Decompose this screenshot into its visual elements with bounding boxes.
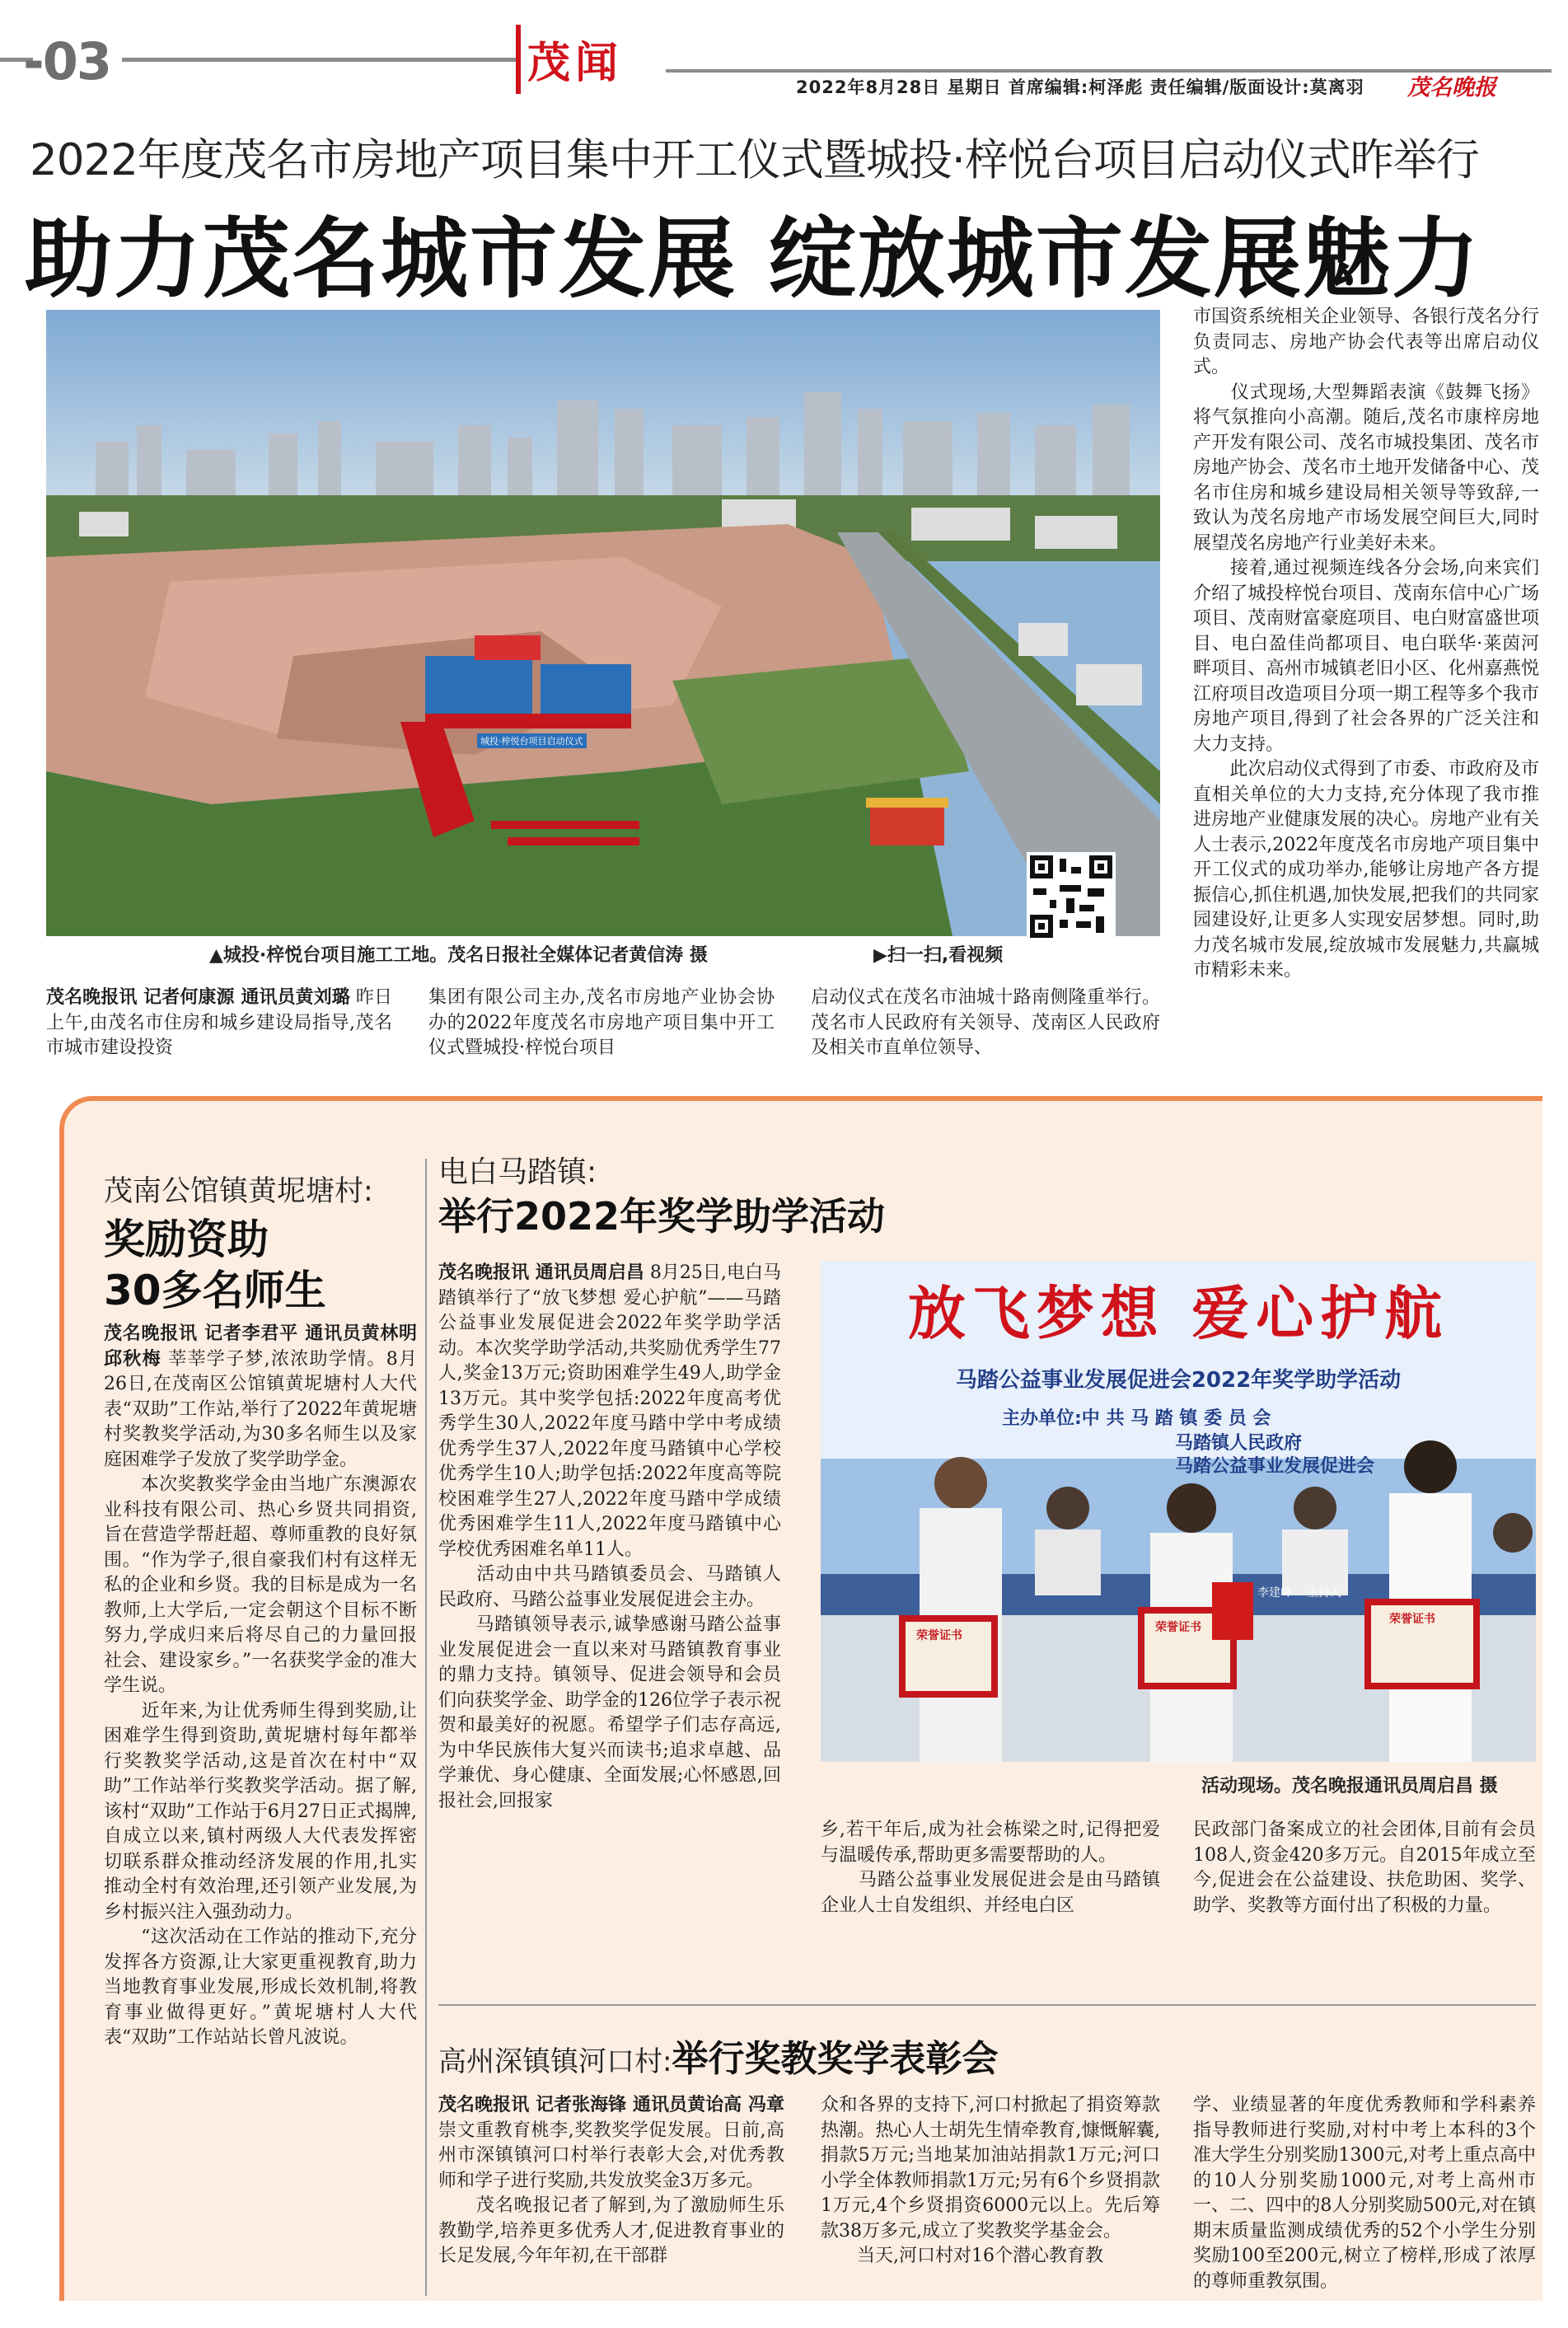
- mid-photo: [821, 1261, 1536, 1762]
- bottom-kicker: 高州深镇镇河口村:: [438, 2045, 672, 2078]
- left-headline-1: 奖励资助: [104, 1216, 269, 1263]
- mid-body: [438, 1261, 781, 1814]
- header-meta: 2022年8月28日 星期日 首席编辑:柯泽彪 责任编辑/版面设计:莫离羽: [796, 77, 1364, 97]
- column-divider: [425, 1159, 427, 2296]
- left-headline-2: 30多名师生: [104, 1267, 326, 1314]
- left-body-text: 莘莘学子梦,浓浓助学情。8月26日,在茂南区公馆镇黄坭塘村人大代表“双助”工作站,举行了2022年黄坭塘村奖教奖学活动,为30多名师生以及家庭困难学子发放了奖学助学金。 本次奖教奖学金由当地广东澳源农业科技有限公司、热心乡贤共同捐资,旨在营造学帮赶超、尊师重教的良好氛围。“作为学子,很自豪我们村有这样无私的企业和乡贤。我的目标是成为一名教师,上大学后,一定会朝这个目标不断努力,学成归来后将尽自己的力量回报社会、建设家乡。”一名获奖学金的准大学生说。 近年来,为让优秀师生得到奖励,让困难学生得到资助,黄坭塘村每年都举行奖教奖学活动,这是首次在村中“双助”工作站举行奖教奖学活动。据了解,该村“双助”工作站于6月27日正式揭牌,自成立以来,镇村两级人大代表发挥密切联系群众推动经济发展的作用,扎实推动全村有效治理,还引领产业发展,为乡村振兴注入强劲动力。 “这次活动在工作站的推动下,充分发挥各方资源,让大家更重视教育,助力当地教育事业发展,形成长效机制,将教育事业做得更好。”黄坭塘村人大代表“双助”工作站站长曾凡波说。: [104, 1348, 417, 2048]
- bottom-title: [438, 2029, 998, 2082]
- mid-photo-org-2: 马踏镇人民政府: [1175, 1433, 1303, 1454]
- mid-headline: 举行2022年奖学助学活动: [438, 1194, 886, 1239]
- lead-photo-caption: ▲城投·梓悦台项目施工工地。茂名日报社全媒体记者黄信涛 摄: [209, 945, 708, 966]
- header-rule-mid: [122, 58, 516, 62]
- left-byline: 茂名晚报讯 记者李君平 通讯员黄林明 邱秋梅: [104, 1323, 424, 1370]
- bottom-col-1-text: 崇文重教育桃李,奖教奖学促发展。日前,高州市深镇镇河口村举行表彰大会,对优秀教师和学子进行奖励,共发放奖金3万多元。 茂名晚报记者了解到,为了激励师生乐教勤学,培养更多优秀人才,促进教育事业的长足发展,今年年初,在干部群: [438, 2120, 784, 2266]
- nameplate-1: 主持人: [1307, 1586, 1341, 1600]
- mid-body-col-2: 乡,若干年后,成为社会栋梁之时,记得把爱与温暖传承,帮助更多需要帮助的人。 马踏公益事业发展促进会是由马踏镇企业人士自发组织、并经电白区: [821, 1820, 1160, 1916]
- qr-caption[interactable]: ▶扫一扫,看视频: [873, 945, 1004, 966]
- section-title: [516, 25, 625, 94]
- mid-photo-subbanner: 马踏公益事业发展促进会2022年奖学助学活动: [955, 1368, 1402, 1393]
- nameplate-2: 李建峰: [1257, 1586, 1292, 1600]
- certificate-label-2: 荣誉证书: [1155, 1621, 1201, 1634]
- bottom-col-2: 众和各界的支持下,河口村掀起了捐资筹款热潮。热心人士胡先生情牵教育,慷慨解囊,捐款5万元;当地某加油站捐款1万元;河口小学全体教师捐款1万元;另有6个乡贤捐款1万元,4个乡贤捐资6000元以上。先后筹款38万多元,成立了奖教奖学基金会。 当天,河口村对16个潜心教育教: [821, 2095, 1160, 2266]
- section-label: 茂闻: [527, 39, 624, 88]
- left-kicker: 茂南公馆镇黄坭塘村:: [104, 1175, 373, 1208]
- mid-body-col-3: 民政部门备案成立的社会团体,目前有会员108人,资金420多万元。自2015年成立至今,促进会在公益建设、扶危助困、奖学、助学、奖教等方面付出了积极的力量。: [1193, 1820, 1536, 1916]
- mid-byline: 茂名晚报讯 通讯员周启昌: [438, 1262, 644, 1283]
- bottom-col-3: 学、业绩显著的年度优秀教师和学科素养指导教师进行奖励,对村中考上本科的3个准大学生分别奖励1300元,对考上重点高中的10人分别奖励1000元,对考上高州市一、二、四中的8人分别奖励500元,对在镇期末质量监测成绩优秀的52个小学生分别奖励100至200元,树立了榜样,形成了浓厚的尊师重教氛围。: [1193, 2095, 1536, 2292]
- mid-photo-banner: 放飞梦想 爱心护航: [907, 1280, 1449, 1347]
- mid-body-text: 8月25日,电白马踏镇举行了“放飞梦想 爱心护航”——马踏公益事业发展促进会2022年奖学助学活动。本次奖学助学活动,共奖励优秀学生77人,奖金13万元;资助困难学生49人,助学金13万元。其中奖学包括:2022年度高考优秀学生30人,2022年度马踏中学中考成绩优秀学生37人,2022年度马踏镇中心学校优秀学生10人;助学包括:2022年度高等院校困难学生27人,2022年度马踏中学成绩优秀困难学生11人,2022年度马踏镇中心学校优秀困难名单11人。 活动由中共马踏镇委员会、马踏镇人民政府、马踏公益事业发展促进会主办。 马踏镇领导表示,诚挚感谢马踏公益事业发展促进会一直以来对马踏镇教育事业的鼎力支持。镇领导、促进会领导和会员们向获奖学金、助学金的126位学子表示祝贺和最美好的祝愿。希望学子们志存高远,为中华民族伟大复兴而读书;追求卓越、品学兼优、身心健康、全面发展;心怀感恩,回报社会,回报家: [438, 1262, 781, 1811]
- bottom-byline: 茂名晚报讯 记者张海锋 通讯员黄诒高 冯章: [438, 2095, 784, 2115]
- bottom-col-1: [438, 2093, 784, 2269]
- construction-site-illustration: [46, 310, 1160, 936]
- site-banner: 城投·梓悦台项目启动仪式: [477, 733, 587, 748]
- certificate-label-1: 荣誉证书: [916, 1629, 962, 1642]
- bottom-divider: [438, 2004, 1536, 2006]
- mid-photo-caption: 活动现场。茂名晚报通讯员周启昌 摄: [1201, 1776, 1498, 1796]
- lead-kicker: 2022年度茂名市房地产项目集中开工仪式暨城投·梓悦台项目启动仪式昨举行: [30, 135, 1479, 185]
- left-body: [104, 1322, 424, 2051]
- lead-byline: 茂名晚报讯 记者何康源 通讯员黄刘璐: [46, 987, 350, 1008]
- lead-col-3: 启动仪式在茂名市油城十路南侧隆重举行。茂名市人民政府有关领导、茂南区人民政府及相关市直单位领导、: [811, 987, 1160, 1058]
- mid-photo-org-1: 主办单位:中 共 马 踏 镇 委 员 会: [1002, 1408, 1271, 1429]
- lead-col-2: 集团有限公司主办,茂名市房地产业协会协办的2022年度茂名市房地产项目集中开工仪式暨城投·梓悦台项目: [428, 987, 775, 1058]
- qr-code[interactable]: [1027, 852, 1116, 941]
- lead-headline: 助力茂名城市发展 绽放城市发展魅力: [25, 208, 1481, 310]
- lead-col-1-text: 昨日上午,由茂名市住房和城乡建设局指导,茂名市城市建设投资: [46, 987, 392, 1058]
- page-number: -03: [23, 31, 111, 91]
- certificate-label-3: 荣誉证书: [1389, 1613, 1435, 1626]
- lead-photo: [46, 310, 1160, 936]
- mid-kicker: 电白马踏镇:: [438, 1155, 597, 1189]
- lead-col-1: [46, 986, 392, 1061]
- bottom-headline: 举行奖教奖学表彰会: [672, 2038, 999, 2080]
- lead-side-col: 市国资系统相关企业领导、各银行茂名分行负责同志、房地产协会代表等出席启动仪式。 仪式现场,大型舞蹈表演《鼓舞飞扬》将气氛推向小高潮。随后,茂名市康梓房地产开发有限公司、茂名市城投集团、茂名市房地产协会、茂名市土地开发储备中心、茂名市住房和城乡建设局相关领导等致辞,一致认为茂名房地产市场发展空间巨大,同时展望茂名房地产行业美好未来。 接着,通过视频连线各分会场,向来宾们介绍了城投梓悦台项目、茂南东信中心广场项目、茂南财富豪庭项目、电白财富盛世项目、电白盈佳尚都项目、电白联华·莱茵河畔项目、高州市城镇老旧小区、化州嘉燕悦江府项目改造项目分项一期工程等多个我市房地产项目,得到了社会各界的广泛关注和大力支持。 此次启动仪式得到了市委、市政府及市直相关单位的大力支持,充分体现了我市推进房地产业健康发展的决心。房地产业有关人士表示,2022年度茂名市房地产项目集中开工仪式的成功举办,能够让房地产各方提振信心,抓住机遇,加快发展,把我们的共同家园建设好,让更多人实现安居梦想。同时,助力茂名城市发展,绽放城市发展魅力,共赢城市精彩未来。: [1193, 307, 1539, 981]
- paper-logo: 茂名晚报: [1407, 75, 1496, 101]
- mid-photo-org-3: 马踏公益事业发展促进会: [1175, 1456, 1375, 1477]
